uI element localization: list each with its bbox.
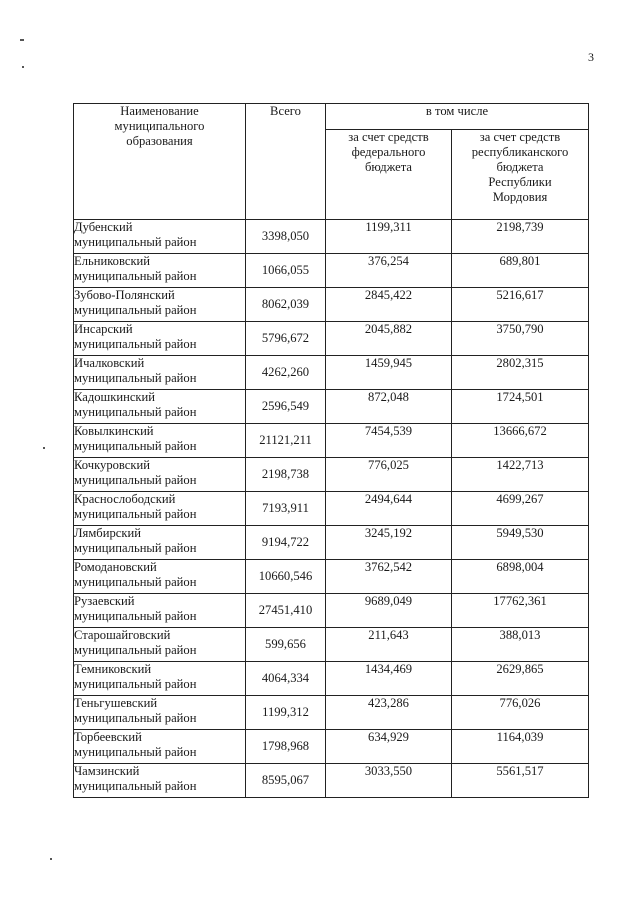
municipality-name-cell (74, 390, 246, 424)
municipality-name-cell (74, 628, 246, 662)
table-body (74, 220, 589, 798)
municipality-name-cell (74, 696, 246, 730)
municipality-name-cell (74, 764, 246, 798)
municipality-name-cell-text: Рузаевский муниципальный район (74, 594, 197, 623)
republic-budget-cell-text: 1164,039 (496, 730, 544, 744)
municipality-name-cell-text: Темниковский муниципальный район (74, 662, 197, 691)
republic-budget-cell-text: 2198,739 (496, 220, 544, 234)
federal-budget-cell-text: 3033,550 (364, 764, 413, 778)
table-row (74, 696, 589, 730)
republic-budget-cell (452, 662, 589, 696)
column-header-republic: за счет средств республиканского бюджета Республики Мордовия (452, 130, 589, 220)
municipality-name-cell-text: Теньгушевский муниципальный район (74, 696, 197, 725)
municipality-name-cell (74, 594, 246, 628)
table-row (74, 560, 589, 594)
federal-budget-cell (326, 662, 452, 696)
federal-budget-cell-text: 3762,542 (364, 560, 413, 574)
republic-budget-cell (452, 458, 589, 492)
scan-speck (22, 66, 24, 68)
total-cell (246, 594, 326, 628)
column-header-name: Наименование муниципального образования (74, 104, 246, 220)
total-cell-text: 8595,067 (261, 773, 310, 787)
total-cell (246, 560, 326, 594)
municipality-name-cell-text: Лямбирский муниципальный район (74, 526, 197, 555)
federal-budget-cell-text: 9689,049 (364, 594, 413, 608)
table-row (74, 628, 589, 662)
federal-budget-cell (326, 390, 452, 424)
federal-budget-cell (326, 356, 452, 390)
total-cell-text: 2198,738 (261, 467, 310, 481)
total-cell-text: 4262,260 (261, 365, 310, 379)
republic-budget-cell (452, 764, 589, 798)
total-cell-text: 9194,722 (261, 535, 310, 549)
table-row (74, 322, 589, 356)
total-cell (246, 288, 326, 322)
municipality-name-cell-text: Кадошкинский муниципальный район (74, 390, 197, 419)
municipality-name-cell-text: Дубенский муниципальный район (74, 220, 197, 249)
municipality-name-cell (74, 356, 246, 390)
republic-budget-cell (452, 288, 589, 322)
table-row (74, 662, 589, 696)
federal-budget-cell (326, 526, 452, 560)
total-cell (246, 730, 326, 764)
federal-budget-cell-text: 7454,539 (364, 424, 413, 438)
federal-budget-cell (326, 764, 452, 798)
federal-budget-cell-text: 2494,644 (364, 492, 413, 506)
republic-budget-cell (452, 730, 589, 764)
republic-budget-cell-text: 1422,713 (496, 458, 544, 472)
federal-budget-cell (326, 288, 452, 322)
total-cell (246, 356, 326, 390)
table-row (74, 288, 589, 322)
page-number: 3 (588, 50, 594, 64)
republic-budget-cell-text: 5949,530 (496, 526, 544, 540)
republic-budget-cell-text: 3750,790 (496, 322, 544, 336)
table-row (74, 424, 589, 458)
republic-budget-cell (452, 424, 589, 458)
municipality-name-cell-text: Торбеевский муниципальный район (74, 730, 197, 759)
federal-budget-cell-text: 2045,882 (364, 322, 413, 336)
republic-budget-cell (452, 696, 589, 730)
republic-budget-cell-text: 1724,501 (496, 390, 544, 404)
total-cell-text: 1798,968 (261, 739, 310, 753)
republic-budget-cell (452, 594, 589, 628)
federal-budget-cell (326, 322, 452, 356)
total-cell-text: 4064,334 (261, 671, 310, 685)
republic-budget-cell-text: 5561,517 (496, 764, 544, 778)
municipality-name-cell (74, 254, 246, 288)
municipality-name-cell (74, 322, 246, 356)
table-row (74, 764, 589, 798)
total-cell (246, 220, 326, 254)
republic-budget-cell-text: 13666,672 (493, 424, 547, 438)
total-cell (246, 390, 326, 424)
federal-budget-cell-text: 872,048 (368, 390, 409, 404)
table-row (74, 356, 589, 390)
total-cell-text: 3398,050 (261, 229, 310, 243)
republic-budget-cell-text: 6898,004 (496, 560, 544, 574)
total-cell (246, 696, 326, 730)
table-row (74, 220, 589, 254)
scan-speck (50, 858, 52, 860)
table-row (74, 492, 589, 526)
federal-budget-cell (326, 254, 452, 288)
total-cell (246, 662, 326, 696)
federal-budget-cell (326, 560, 452, 594)
republic-budget-cell (452, 628, 589, 662)
total-cell-text: 2596,549 (261, 399, 310, 413)
republic-budget-cell-text: 689,801 (499, 254, 541, 268)
municipality-name-cell (74, 492, 246, 526)
municipality-name-cell (74, 424, 246, 458)
column-header-federal: за счет средств федерального бюджета (326, 130, 452, 220)
municipality-name-cell-text: Старошайговский муниципальный район (74, 628, 197, 657)
federal-budget-cell-text: 1434,469 (364, 662, 413, 676)
federal-budget-cell (326, 492, 452, 526)
total-cell (246, 628, 326, 662)
republic-budget-cell (452, 254, 589, 288)
total-cell-text: 7193,911 (262, 501, 309, 515)
total-cell (246, 424, 326, 458)
municipality-name-cell-text: Ичалковский муниципальный район (74, 356, 197, 385)
republic-budget-cell (452, 220, 589, 254)
municipality-name-cell (74, 220, 246, 254)
table-row (74, 458, 589, 492)
municipality-name-cell-text: Ковылкинский муниципальный район (74, 424, 197, 453)
federal-budget-cell-text: 2845,422 (364, 288, 413, 302)
total-cell-text: 1066,055 (261, 263, 310, 277)
republic-budget-cell (452, 390, 589, 424)
federal-budget-cell-text: 376,254 (368, 254, 409, 268)
republic-budget-cell-text: 17762,361 (493, 594, 547, 608)
total-cell (246, 254, 326, 288)
total-cell (246, 322, 326, 356)
total-cell (246, 526, 326, 560)
republic-budget-cell (452, 356, 589, 390)
total-cell-text: 5796,672 (261, 331, 310, 345)
total-cell-text: 21121,211 (259, 433, 312, 447)
municipality-name-cell (74, 288, 246, 322)
republic-budget-cell-text: 388,013 (499, 628, 541, 642)
municipality-name-cell-text: Инсарский муниципальный район (74, 322, 197, 351)
federal-budget-cell (326, 730, 452, 764)
republic-budget-cell-text: 2629,865 (496, 662, 544, 676)
federal-budget-cell (326, 696, 452, 730)
republic-budget-cell (452, 322, 589, 356)
federal-budget-cell-text: 211,643 (368, 628, 409, 642)
republic-budget-cell (452, 560, 589, 594)
municipality-name-cell (74, 560, 246, 594)
municipality-name-cell-text: Зубово-Полянский муниципальный район (74, 288, 197, 317)
table-row (74, 526, 589, 560)
republic-budget-cell-text: 5216,617 (496, 288, 544, 302)
federal-budget-cell-text: 3245,192 (364, 526, 413, 540)
column-header-total: Всего (246, 104, 326, 220)
total-cell-text: 599,656 (265, 637, 306, 651)
table-row (74, 730, 589, 764)
municipality-name-cell-text: Краснослободский муниципальный район (74, 492, 197, 521)
table-row (74, 254, 589, 288)
federal-budget-cell-text: 1459,945 (364, 356, 413, 370)
total-cell-text: 8062,039 (261, 297, 310, 311)
federal-budget-cell (326, 594, 452, 628)
federal-budget-cell (326, 220, 452, 254)
scan-speck (43, 447, 45, 449)
column-header-including: в том числе (326, 104, 589, 130)
republic-budget-cell-text: 776,026 (499, 696, 541, 710)
total-cell (246, 764, 326, 798)
total-cell (246, 492, 326, 526)
republic-budget-cell-text: 2802,315 (496, 356, 544, 370)
total-cell-text: 1199,312 (262, 705, 309, 719)
table-row (74, 594, 589, 628)
municipality-name-cell (74, 458, 246, 492)
federal-budget-cell-text: 1199,311 (365, 220, 412, 234)
municipality-name-cell-text: Ромодановский муниципальный район (74, 560, 197, 589)
budget-distribution-table (73, 103, 589, 798)
scan-speck (20, 39, 24, 41)
total-cell (246, 458, 326, 492)
municipality-name-cell-text: Чамзинский муниципальный район (74, 764, 197, 793)
federal-budget-cell (326, 458, 452, 492)
total-cell-text: 27451,410 (258, 603, 313, 617)
federal-budget-cell-text: 634,929 (368, 730, 409, 744)
total-cell-text: 10660,546 (258, 569, 313, 583)
municipality-name-cell-text: Кочкуровский муниципальный район (74, 458, 197, 487)
federal-budget-cell (326, 424, 452, 458)
municipality-name-cell (74, 662, 246, 696)
federal-budget-cell (326, 628, 452, 662)
republic-budget-cell (452, 492, 589, 526)
federal-budget-cell-text: 776,025 (368, 458, 409, 472)
table-row (74, 390, 589, 424)
municipality-name-cell (74, 730, 246, 764)
municipality-name-cell (74, 526, 246, 560)
republic-budget-cell (452, 526, 589, 560)
republic-budget-cell-text: 4699,267 (496, 492, 544, 506)
municipality-name-cell-text: Ельниковский муниципальный район (74, 254, 197, 283)
federal-budget-cell-text: 423,286 (368, 696, 409, 710)
